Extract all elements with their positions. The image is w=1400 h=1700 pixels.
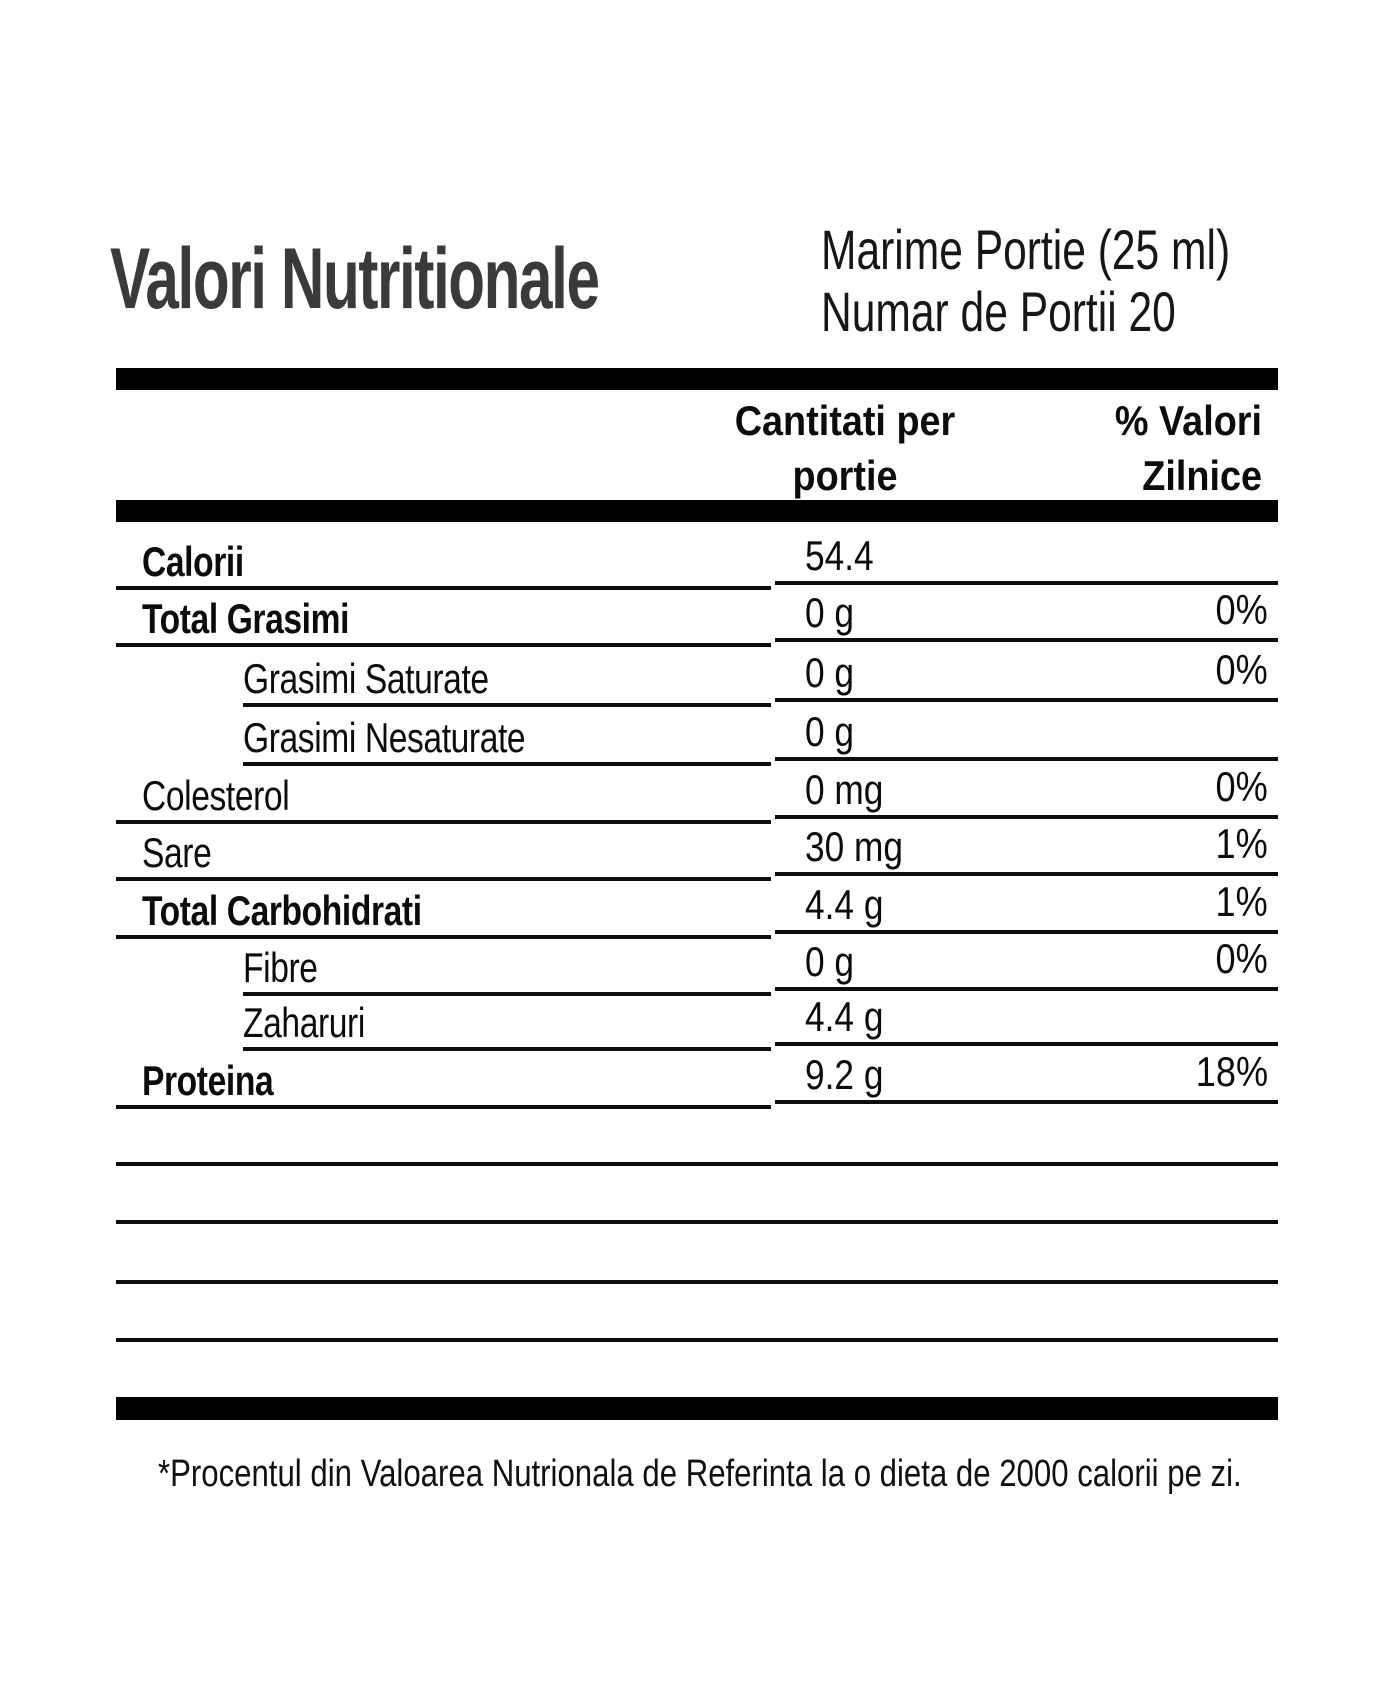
row-amount: 4.4 g bbox=[805, 993, 884, 1040]
row-label: Grasimi Saturate bbox=[243, 655, 489, 702]
row-label: Proteina bbox=[142, 1057, 274, 1104]
row-amount: 9.2 g bbox=[805, 1051, 884, 1098]
row-separator-left bbox=[116, 1105, 771, 1109]
servings-count: Numar de Portii 20 bbox=[821, 280, 1176, 343]
column-header-daily-line1: % Valori bbox=[1114, 397, 1262, 444]
row-label: Colesterol bbox=[142, 772, 290, 819]
table-row-zaharuri bbox=[116, 993, 1278, 1051]
table-row-proteina bbox=[116, 1048, 1278, 1109]
footnote bbox=[0, 1446, 1400, 1502]
row-separator-left bbox=[116, 877, 771, 881]
row-daily-value: 1% bbox=[1215, 878, 1268, 925]
page-title: Valori Nutritionale bbox=[110, 231, 599, 327]
row-separator-left bbox=[116, 820, 771, 824]
row-separator-right bbox=[775, 930, 1278, 934]
table-row-fibre bbox=[116, 935, 1278, 996]
empty-row-line bbox=[116, 1162, 1278, 1166]
table-row-sare bbox=[116, 820, 1278, 881]
row-amount: 4.4 g bbox=[805, 881, 884, 928]
row-separator-right bbox=[775, 581, 1278, 585]
column-header-amount-line1: Cantitati per bbox=[734, 397, 956, 444]
row-separator-right bbox=[775, 872, 1278, 876]
table-row-calorii bbox=[116, 532, 1278, 590]
row-amount: 0 mg bbox=[805, 766, 884, 813]
row-label: Total Grasimi bbox=[142, 595, 350, 642]
table-row-total-carbohidrati bbox=[116, 878, 1278, 939]
row-separator-left bbox=[116, 935, 771, 939]
row-amount: 0 g bbox=[805, 708, 855, 755]
row-separator-right bbox=[775, 757, 1278, 761]
table-row-colesterol bbox=[116, 763, 1278, 824]
row-label: Zaharuri bbox=[243, 999, 365, 1046]
row-separator-right bbox=[775, 1042, 1278, 1046]
column-header-daily-value bbox=[992, 393, 1262, 503]
empty-row-line bbox=[116, 1220, 1278, 1224]
row-separator-left bbox=[243, 703, 771, 707]
row-separator-left bbox=[116, 586, 771, 590]
row-amount: 0 g bbox=[805, 589, 855, 636]
column-header-amount bbox=[715, 393, 976, 503]
row-daily-value: 18% bbox=[1195, 1048, 1268, 1095]
row-separator-right bbox=[775, 638, 1278, 642]
row-daily-value: 0% bbox=[1215, 586, 1268, 633]
row-label: Grasimi Nesaturate bbox=[243, 714, 526, 761]
row-daily-value: 1% bbox=[1215, 820, 1268, 867]
row-separator-left bbox=[116, 643, 771, 647]
row-amount: 0 g bbox=[805, 938, 855, 985]
row-label: Fibre bbox=[243, 944, 318, 991]
row-label: Calorii bbox=[142, 538, 244, 585]
thick-rule-bottom bbox=[116, 1397, 1278, 1420]
row-separator-right bbox=[775, 815, 1278, 819]
table-row-grasimi-nesaturate bbox=[116, 708, 1278, 766]
row-separator-left bbox=[243, 992, 771, 996]
table-row-grasimi-saturate bbox=[116, 646, 1278, 707]
row-label: Sare bbox=[142, 829, 212, 876]
row-amount: 30 mg bbox=[805, 823, 904, 870]
row-separator-left bbox=[243, 1047, 771, 1051]
row-amount: 54.4 bbox=[805, 532, 874, 579]
row-daily-value: 0% bbox=[1215, 646, 1268, 693]
row-separator-right bbox=[775, 987, 1278, 991]
row-amount: 0 g bbox=[805, 649, 855, 696]
thick-rule-header bbox=[116, 500, 1278, 522]
row-label: Total Carbohidrati bbox=[142, 887, 422, 934]
empty-row-line bbox=[116, 1280, 1278, 1284]
serving-info bbox=[821, 219, 1230, 343]
column-header-amount-line2: portie bbox=[792, 452, 898, 499]
empty-row-line bbox=[116, 1338, 1278, 1342]
row-daily-value: 0% bbox=[1215, 935, 1268, 982]
row-separator-right bbox=[775, 1100, 1278, 1104]
table-row-total-grasimi bbox=[116, 586, 1278, 647]
row-separator-right bbox=[775, 698, 1278, 702]
thick-rule-top bbox=[116, 368, 1278, 390]
row-separator-left bbox=[243, 762, 771, 766]
footnote-text: *Procentul din Valoarea Nutrionala de Referinta la o dieta de 2000 calorii pe zi. bbox=[158, 1453, 1242, 1495]
serving-size: Marime Portie (25 ml) bbox=[821, 218, 1231, 281]
row-daily-value: 0% bbox=[1215, 763, 1268, 810]
column-header-daily-line2: Zilnice bbox=[1142, 452, 1262, 499]
